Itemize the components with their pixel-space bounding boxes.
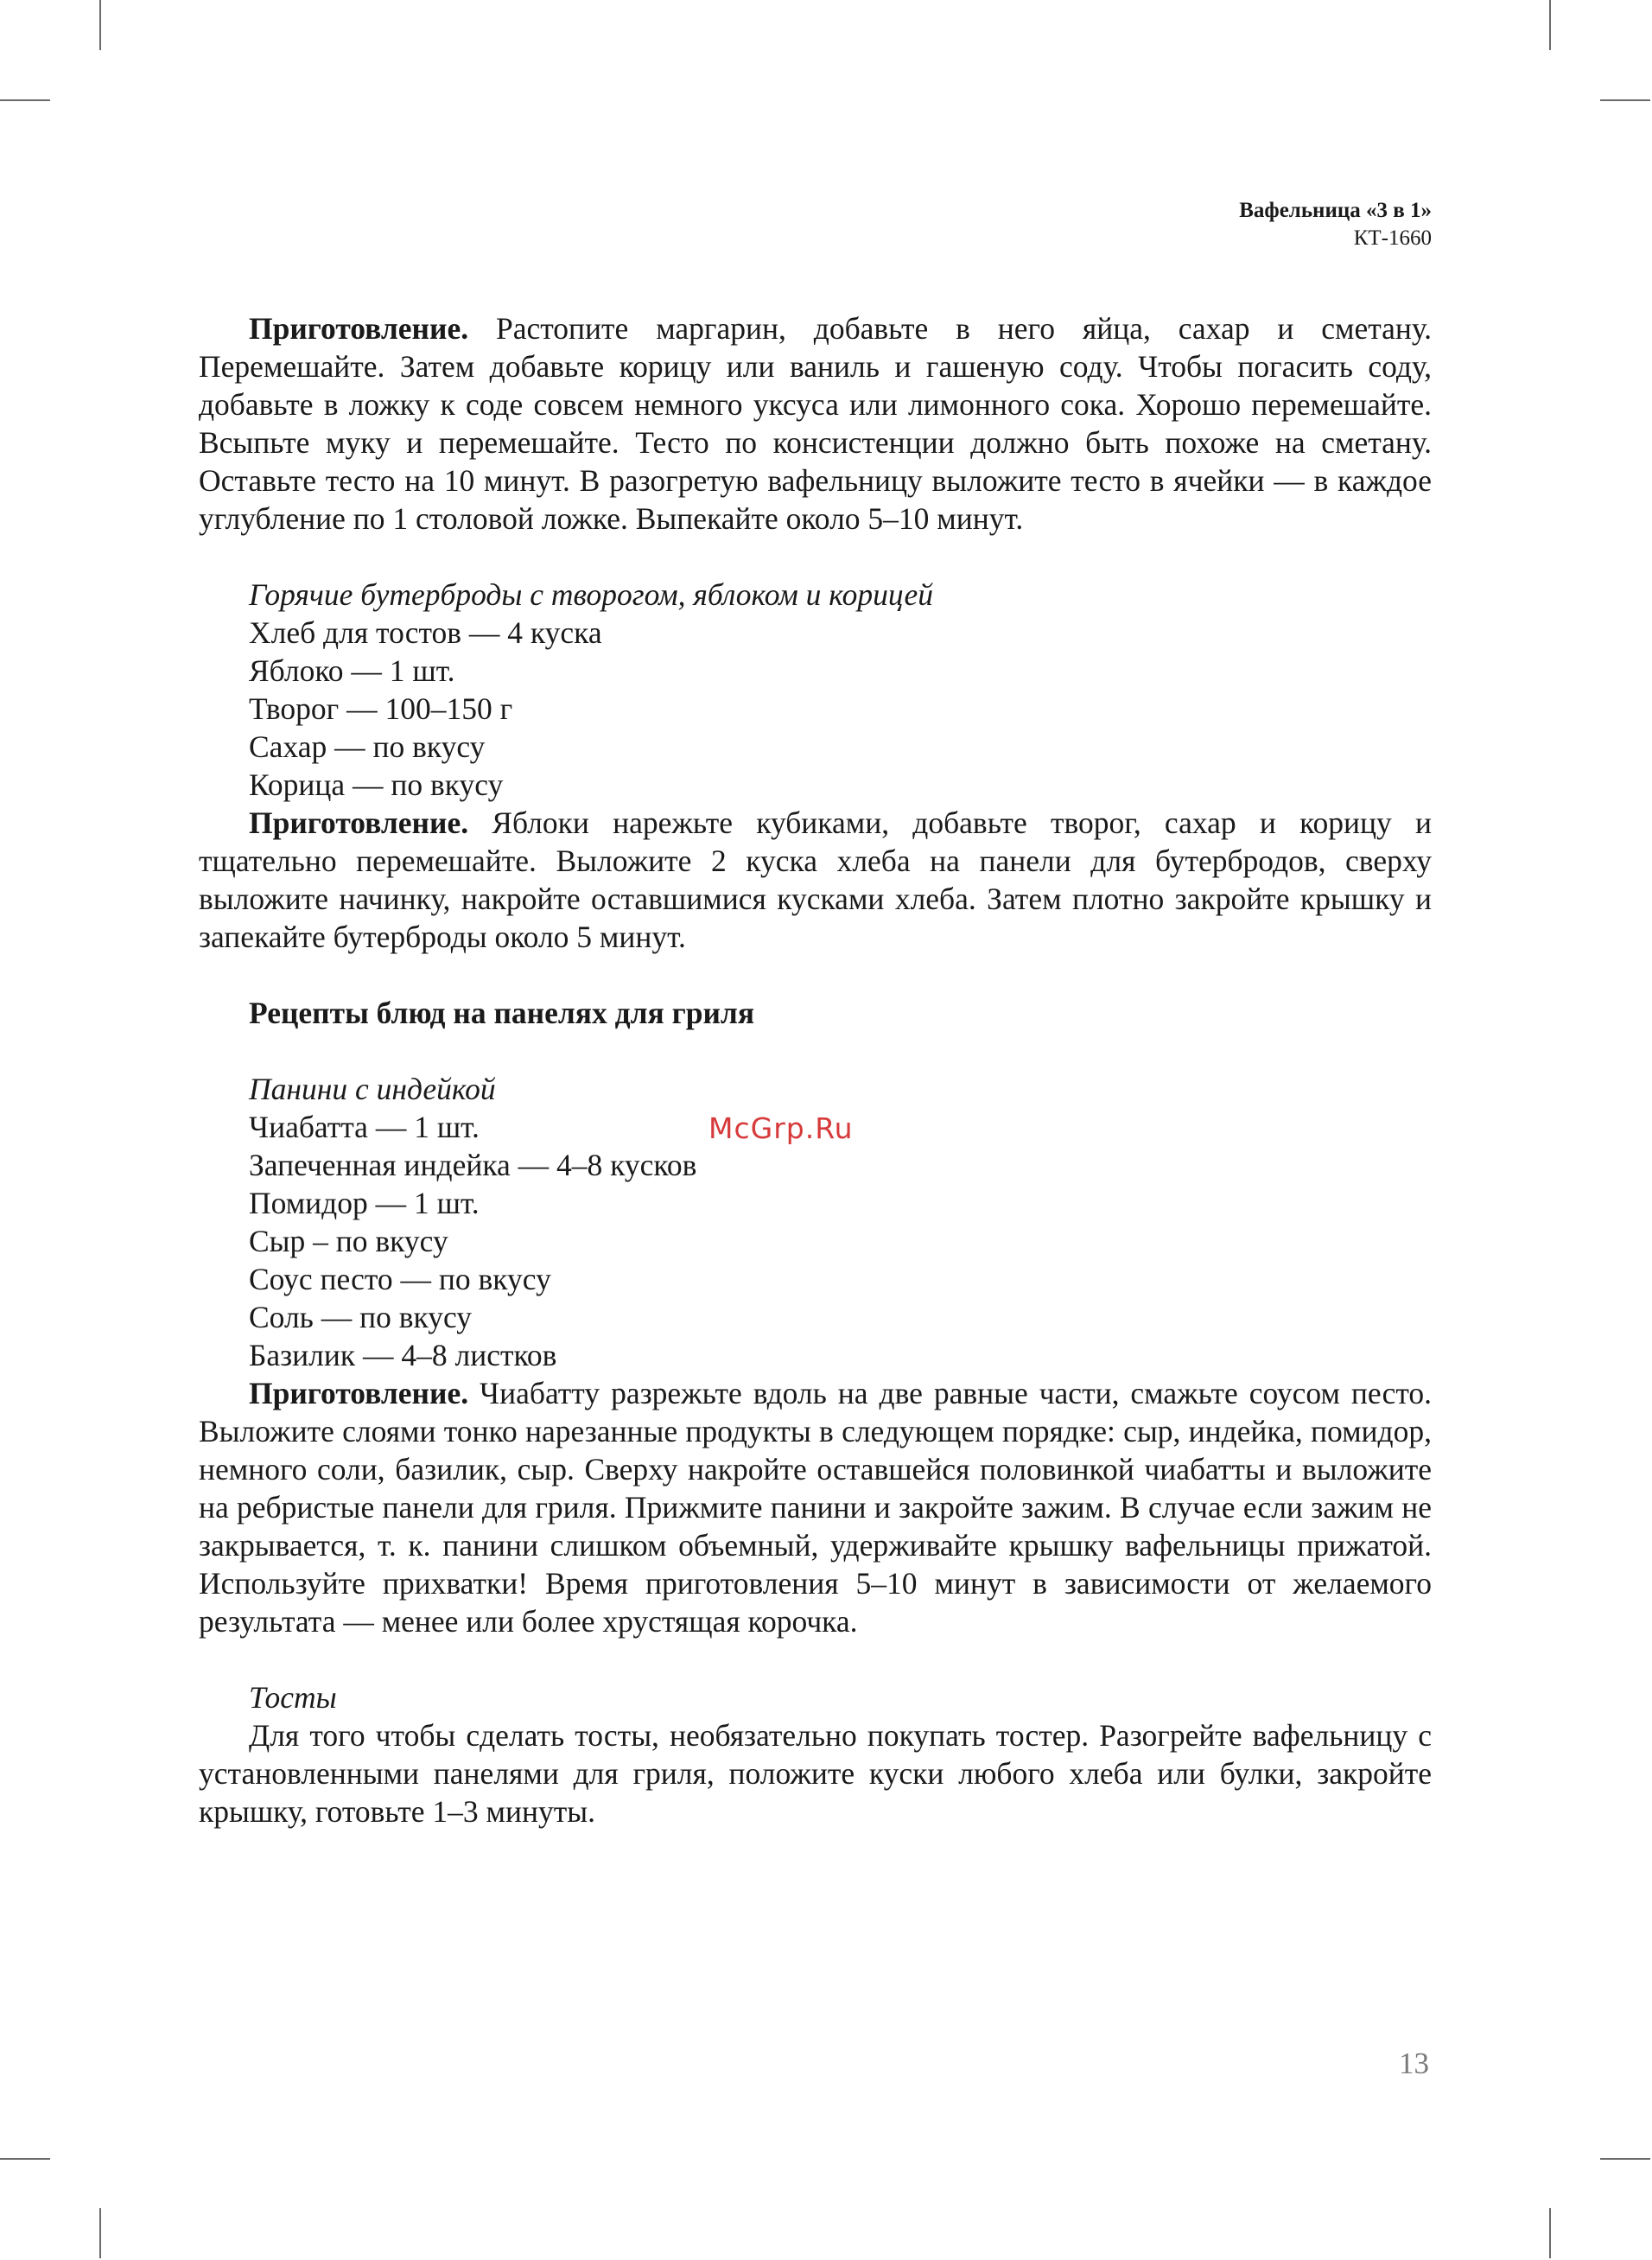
recipe-title-sandwiches: Горячие бутерброды с творогом, яблоком и корицей (249, 577, 933, 612)
crop-mark-right-bottom (1600, 2158, 1650, 2160)
header-model: КТ-1660 (1353, 226, 1432, 250)
watermark-text: McGrp.Ru (708, 1111, 854, 1145)
ingredient-item: Чиабатта — 1 шт. (249, 1110, 480, 1144)
ingredient-item: Помидор — 1 шт. (249, 1186, 480, 1220)
section-heading: Рецепты блюд на панелях для гриля (249, 996, 755, 1030)
ingredient-item: Запеченная индейка — 4–8 кусков (249, 1148, 697, 1182)
ingredient-item: Базилик — 4–8 листков (249, 1338, 557, 1372)
recipe-title-panini: Панини с индейкой (249, 1072, 496, 1106)
preparation-text: Растопите маргарин, добавьте в него яйца, сахар и сметану. Перемешайте. Затем добавьте корицу или ваниль и гашеную соду. Чтобы погасить соду, добавьте в ложку к соде совсем немного уксуса или лимонного сока. Хорошо перемешайте. Всыпьте муку и перемешайте. Тесто по консистенции должно быть похоже на сметану. Оставьте тесто на 10 минут. В разогретую вафельницу выложите тесто в ячейки — в каждое углубление по 1 столовой ложке. Выпекайте около 5–10 минут. (199, 311, 1432, 536)
preparation-text: Яблоки нарежьте кубиками, добавьте творог, сахар и корицу и тщательно перемешайте. Выложите 2 куска хлеба на панели для бутербродов, сверху выложите начинку, накройте оставшимися кусками хлеба. Затем плотно закройте крышку и запекайте бутерброды около 5 минут. (199, 805, 1432, 954)
ingredient-item: Хлеб для тостов — 4 куска (249, 615, 602, 650)
preparation-lead: Приготовление. (249, 805, 469, 840)
page-body (199, 309, 1432, 1830)
page-number: 13 (1399, 2047, 1429, 2080)
preparation-text: Чиабатту разрежьте вдоль на две равные части, смажьте соусом песто. Выложите слоями тонко нарезанные продукты в следующем порядке: сыр, индейка, помидор, немного соли, базилик, сыр. Сверху накройте оставшейся половинкой чиабатты и выложите на ребристые панели для гриля. Прижмите панини и закройте зажим. В случае если зажим не закрывается, т. к. панини слишком объемный, удерживайте крышку вафельницы прижатой. Используйте прихватки! Время приготовления 5–10 минут в зависимости от желаемого результата — менее или более хрустящая корочка. (199, 1376, 1432, 1639)
ingredient-item: Яблоко — 1 шт. (249, 653, 455, 688)
ingredient-item: Соль — по вкусу (249, 1300, 473, 1334)
crop-mark-bottom-right (1549, 2208, 1551, 2258)
preparation-paragraph-1 (199, 309, 1432, 538)
crop-mark-left-bottom (0, 2158, 50, 2160)
preparation-lead: Приготовление. (249, 1376, 469, 1410)
crop-mark-right-top (1600, 99, 1650, 101)
ingredient-item: Сахар — по вкусу (249, 729, 486, 764)
ingredient-item: Сыр – по вкусу (249, 1224, 448, 1258)
ingredient-item: Соус песто — по вкусу (249, 1262, 551, 1296)
preparation-paragraph-2 (199, 804, 1432, 956)
preparation-lead: Приготовление. (249, 311, 469, 346)
crop-mark-top-left (99, 0, 101, 50)
preparation-paragraph-3 (199, 1374, 1432, 1640)
crop-mark-bottom-left (99, 2208, 101, 2258)
crop-mark-top-right (1549, 0, 1551, 50)
crop-mark-left-top (0, 99, 50, 101)
recipe-title-toasts: Тосты (249, 1680, 337, 1715)
header-title: Вафельница «3 в 1» (1239, 199, 1432, 222)
running-header (1239, 197, 1432, 252)
ingredient-item: Корица — по вкусу (249, 767, 504, 802)
toast-paragraph: Для того чтобы сделать тосты, необязательно покупать тостер. Разогрейте вафельницу с установленными панелями для гриля, положите куски любого хлеба или булки, закройте крышку, готовьте 1–3 минуты. (199, 1718, 1432, 1829)
ingredient-item: Творог — 100–150 г (249, 691, 513, 726)
